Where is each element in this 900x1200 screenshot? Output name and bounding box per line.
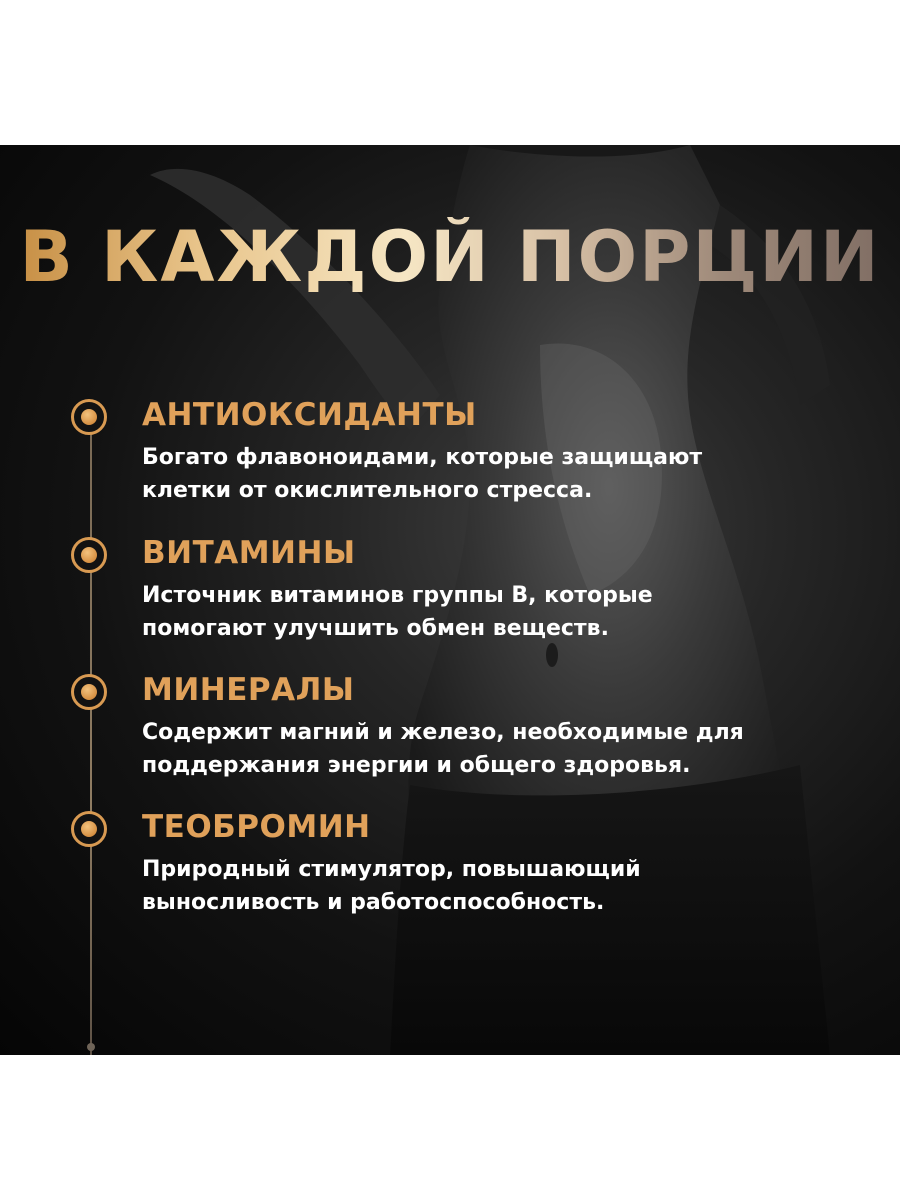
target-bullet-icon	[71, 674, 107, 710]
benefit-title: ТЕОБРОМИН	[142, 809, 371, 845]
target-bullet-icon	[71, 399, 107, 435]
target-bullet-icon	[71, 537, 107, 573]
benefit-description: Богато флавоноидами, которые защищают клетки от окислительного стресса.	[142, 445, 703, 503]
benefit-title: АНТИОКСИДАНТЫ	[142, 397, 477, 433]
target-bullet-icon	[71, 811, 107, 847]
promo-panel	[0, 145, 900, 1055]
benefit-description: Природный стимулятор, повышающий выносливость и работоспособность.	[142, 857, 641, 915]
bullet-dot	[81, 547, 97, 563]
benefit-description: Источник витаминов группы B, которые помогают улучшить обмен веществ.	[142, 583, 653, 641]
page-title: В КАЖДОЙ ПОРЦИИ	[0, 217, 900, 297]
bullet-dot	[81, 409, 97, 425]
bullet-dot	[81, 821, 97, 837]
benefit-description: Содержит магний и железо, необходимые для поддержания энергии и общего здоровья.	[142, 720, 744, 778]
benefit-title: МИНЕРАЛЫ	[142, 672, 355, 708]
bullet-dot	[81, 684, 97, 700]
timeline-end-dot	[87, 1043, 95, 1051]
benefit-title: ВИТАМИНЫ	[142, 535, 356, 571]
timeline-line	[90, 433, 92, 1055]
